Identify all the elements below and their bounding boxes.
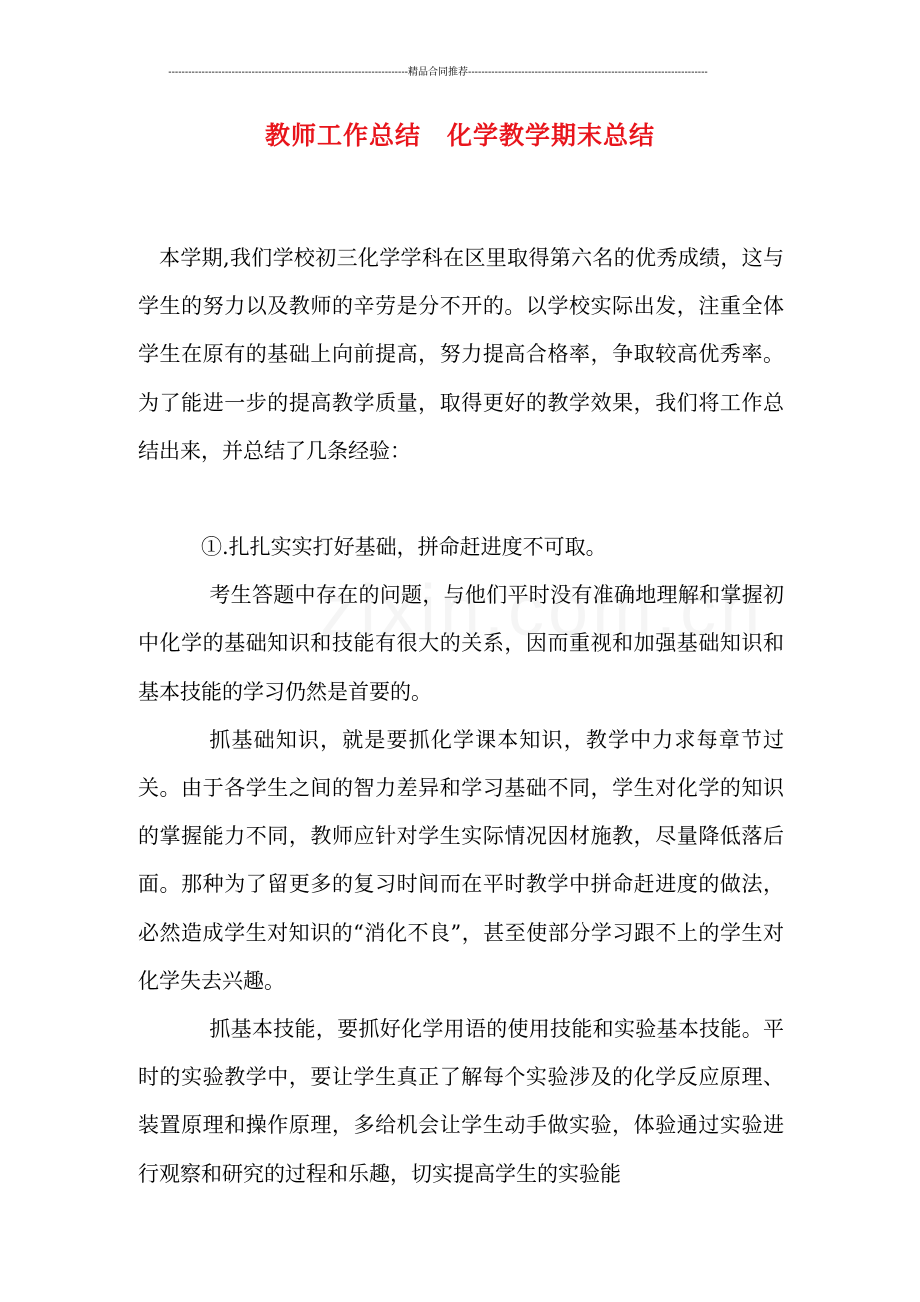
paragraph-basic-skills: 抓基本技能，要抓好化学用语的使用技能和实验基本技能。平时的实验教学中，要让学生真正了解每个实验涉及的化学反应原理、装置原理和操作原理，多给机会让学生动手做实验，体验通过实验进行观察和研究的过程和乐趣，切实提高学生的实验能 [138,1017,784,1186]
paragraph-intro: 本学期,我们学校初三化学学科在区里取得第六名的优秀成绩，这与学生的努力以及教师的辛劳是分不开的。以学校实际出发，注重全体学生在原有的基础上向前提高，努力提高合格率，争取较高优秀率。为了能进一步的提高教学质量，取得更好的教学效果，我们将工作总结出来，并总结了几条经验： [138,246,784,463]
document-title: 教师工作总结 化学教学期末总结 [264,121,655,150]
paragraph-exam-problems: 考生答题中存在的问题，与他们平时没有准确地理解和掌握初中化学的基础知识和技能有很大的关系，因而重视和加强基础知识和基本技能的学习仍然是首要的。 [138,583,784,704]
paragraph-item-1: ①.扎扎实实打好基础，拼命赶进度不可取。 [201,535,607,560]
paragraph-basic-knowledge: 抓基础知识，就是要抓化学课本知识，教学中力求每章节过关。由于各学生之间的智力差异和学习基础不同，学生对化学的知识的掌握能力不同，教师应针对学生实际情况因材施教，尽量降低落后面。那种为了留更多的复习时间而在平时教学中拼命赶进度的做法，必然造成学生对知识的“消化不良”，甚至使部分学习跟不上的学生对化学失去兴趣。 [138,727,784,993]
header-divider: ------------------------------------------------------------------------精品合同推荐------------------------------------------------------------------------ [168,67,708,78]
document-body [138,234,784,1198]
